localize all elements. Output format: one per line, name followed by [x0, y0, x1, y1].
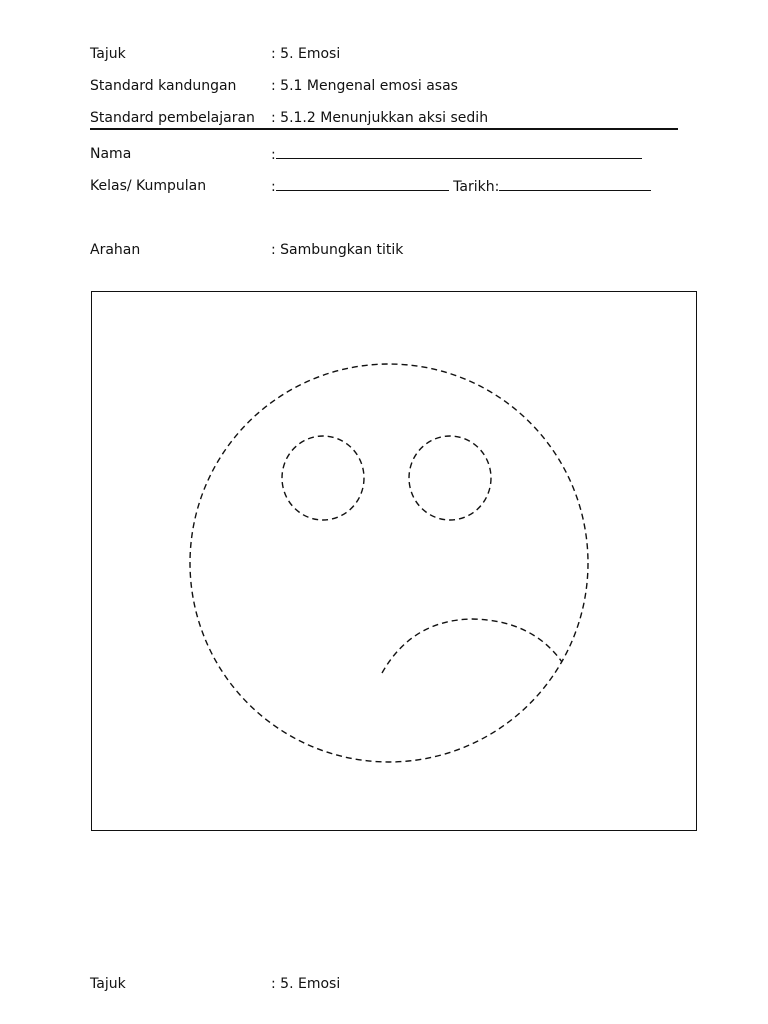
footer-tajuk-label: Tajuk: [90, 976, 126, 992]
title-row: [90, 44, 680, 64]
tarikh-label: Tarikh:: [453, 179, 500, 195]
left-eye: [282, 436, 364, 520]
standard-kandungan-row: [90, 76, 680, 96]
nama-blank-line[interactable]: [276, 144, 642, 159]
kelas-row: [90, 176, 680, 196]
drawing-frame: [91, 291, 697, 831]
tarikh-blank-line[interactable]: [499, 176, 651, 191]
kelas-field[interactable]: [271, 176, 651, 197]
nama-colon: :: [271, 147, 276, 163]
standard-pembelajaran-row: [90, 108, 680, 128]
right-eye: [409, 436, 491, 520]
kelas-colon: :: [271, 179, 276, 195]
nama-label: Nama: [90, 146, 132, 162]
footer-tajuk-value: : 5. Emosi: [271, 976, 341, 992]
standard-kandungan-value: : 5.1 Mengenal emosi asas: [271, 78, 458, 94]
arahan-row: [90, 240, 680, 260]
arahan-label: Arahan: [90, 242, 141, 258]
kelas-label: Kelas/ Kumpulan: [90, 178, 207, 194]
standard-pembelajaran-value: : 5.1.2 Menunjukkan aksi sedih: [271, 110, 489, 126]
standard-kandungan-label: Standard kandungan: [90, 78, 237, 94]
arahan-value: : Sambungkan titik: [271, 242, 404, 258]
face-outline: [190, 364, 588, 762]
header-divider: [90, 128, 678, 130]
kelas-blank-line[interactable]: [276, 176, 449, 191]
sad-face-drawing: [92, 292, 698, 832]
nama-row: [90, 144, 680, 164]
tajuk-value: : 5. Emosi: [271, 46, 341, 62]
footer-title-row: [90, 974, 680, 994]
standard-pembelajaran-label: Standard pembelajaran: [90, 110, 255, 126]
nama-field[interactable]: [271, 144, 642, 165]
tajuk-label: Tajuk: [90, 46, 126, 62]
sad-mouth: [382, 619, 562, 673]
